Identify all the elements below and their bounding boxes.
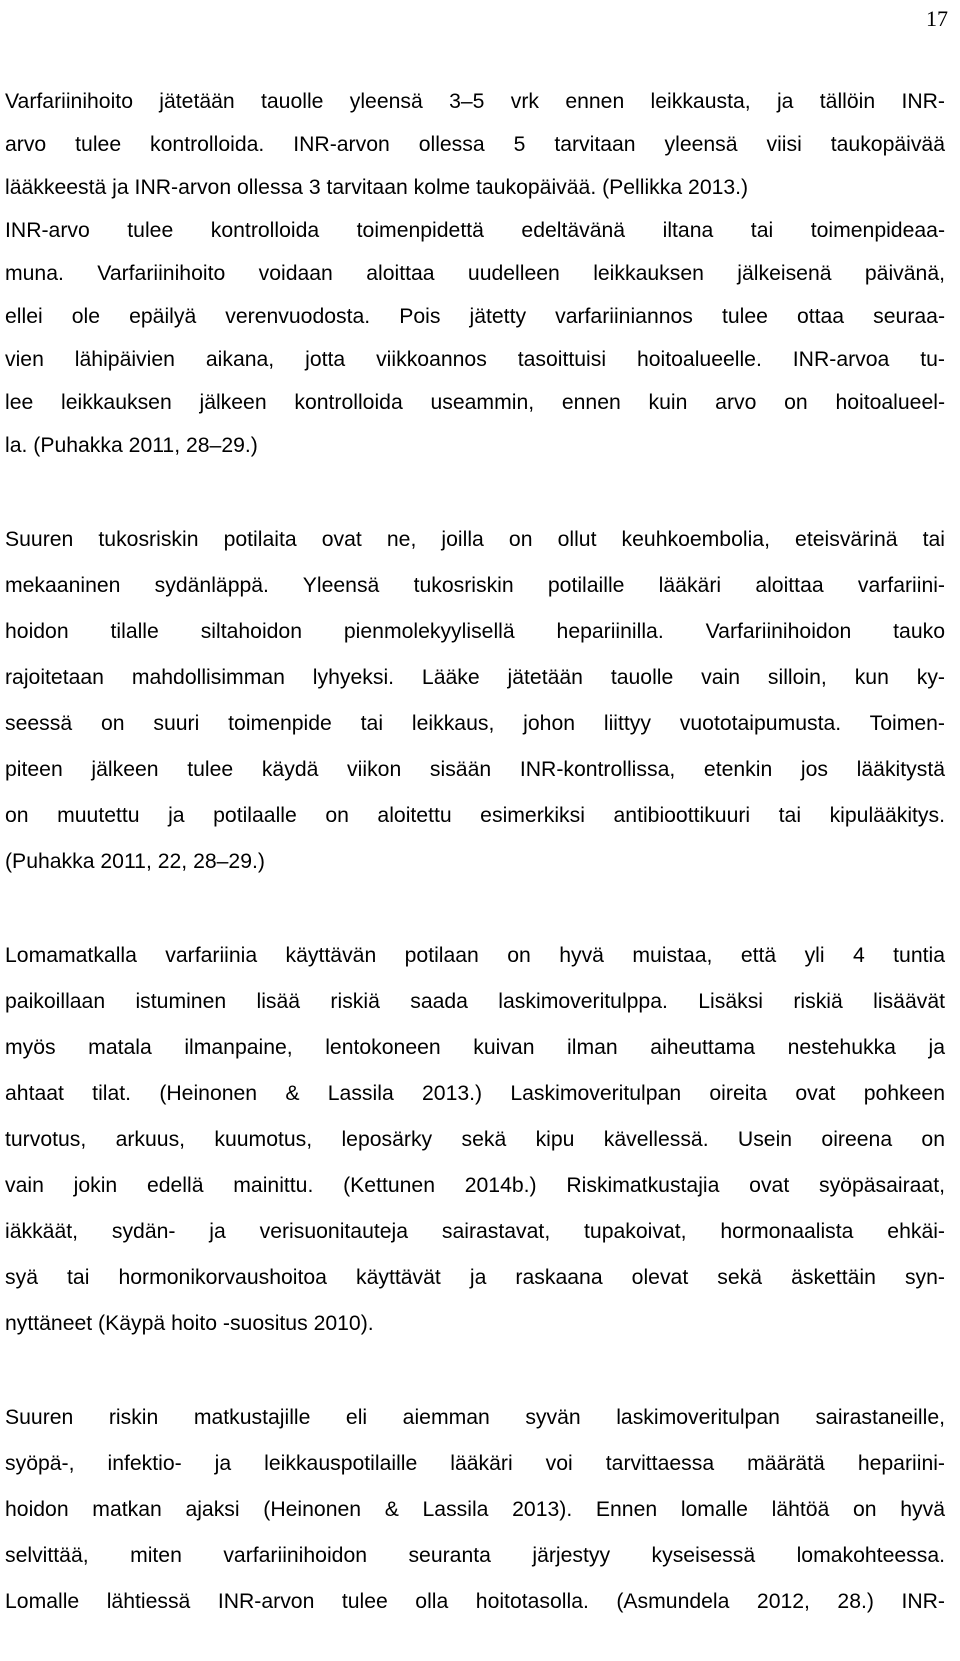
text-line: lääkkeestä ja INR-arvon ollessa 3 tarvitaan kolme taukopäivää. (Pellikka 2013.) — [5, 176, 749, 199]
text-line: syä tai hormonikorvaushoitoa käyttävät ja raskaana olevat sekä äskettäin syn- — [5, 1266, 945, 1289]
text-line: mekaaninen sydänläppä. Yleensä tukosriskin potilaille lääkäri aloittaa varfariini- — [5, 574, 945, 597]
text-line: lee leikkauksen jälkeen kontrolloida useammin, ennen kuin arvo on hoitoalueel- — [5, 391, 945, 414]
text-line: vien lähipäivien aikana, jotta viikkoannos tasoittuisi hoitoalueelle. INR-arvoa tu- — [5, 348, 945, 371]
text-line: Suuren riskin matkustajille eli aiemman syvän laskimoveritulpan sairastaneille, — [5, 1406, 945, 1429]
text-line: nyttäneet (Käypä hoito -suositus 2010). — [5, 1312, 374, 1335]
text-line: hoidon tilalle siltahoidon pienmolekyylisellä hepariinilla. Varfariinihoidon tauko — [5, 620, 945, 643]
text-line: hoidon matkan ajaksi (Heinonen & Lassila 2013). Ennen lomalle lähtöä on hyvä — [5, 1498, 945, 1521]
text-line: turvotus, arkuus, kuumotus, leposärky sekä kipu kävellessä. Usein oireena on — [5, 1128, 945, 1151]
text-line: rajoitetaan mahdollisimman lyhyeksi. Lääke jätetään tauolle vain silloin, kun ky- — [5, 666, 945, 689]
text-line: Lomamatkalla varfariinia käyttävän potilaan on hyvä muistaa, että yli 4 tuntia — [5, 944, 945, 967]
text-line: piteen jälkeen tulee käydä viikon sisään INR-kontrollissa, etenkin jos lääkitystä — [5, 758, 945, 781]
text-line: INR-arvo tulee kontrolloida toimenpidettä edeltävänä iltana tai toimenpideaa- — [5, 219, 945, 242]
page-number: 17 — [926, 6, 948, 31]
text-line: vain jokin edellä mainittu. (Kettunen 2014b.) Riskimatkustajia ovat syöpäsairaat, — [5, 1174, 945, 1197]
text-line: paikoillaan istuminen lisää riskiä saada laskimoveritulppa. Lisäksi riskiä lisäävät — [5, 990, 945, 1013]
text-line: on muutettu ja potilaalle on aloitettu esimerkiksi antibioottikuuri tai kipulääkitys. — [5, 804, 945, 827]
text-line: arvo tulee kontrolloida. INR-arvon ollessa 5 tarvitaan yleensä viisi taukopäivää — [5, 133, 945, 156]
text-line: la. (Puhakka 2011, 28–29.) — [5, 434, 258, 457]
text-line: Varfariinihoito jätetään tauolle yleensä 3–5 vrk ennen leikkausta, ja tällöin INR- — [5, 90, 945, 113]
text-line: Suuren tukosriskin potilaita ovat ne, joilla on ollut keuhkoembolia, eteisvärinä tai — [5, 528, 945, 551]
text-line: Lomalle lähtiessä INR-arvon tulee olla hoitotasolla. (Asmundela 2012, 28.) INR- — [5, 1590, 945, 1613]
text-line: seessä on suuri toimenpide tai leikkaus, johon liittyy vuototaipumusta. Toimen- — [5, 712, 945, 735]
text-line: (Puhakka 2011, 22, 28–29.) — [5, 850, 265, 873]
text-line: ellei ole epäilyä verenvuodosta. Pois jätetty varfariiniannos tulee ottaa seuraa- — [5, 305, 945, 328]
text-line: ahtaat tilat. (Heinonen & Lassila 2013.) Laskimoveritulpan oireita ovat pohkeen — [5, 1082, 945, 1105]
text-line: iäkkäät, sydän- ja verisuonitauteja sairastavat, tupakoivat, hormonaalista ehkäi- — [5, 1220, 945, 1243]
text-line: myös matala ilmanpaine, lentokoneen kuivan ilman aiheuttama nestehukka ja — [5, 1036, 945, 1059]
text-line: selvittää, miten varfariinihoidon seuranta järjestyy kyseisessä lomakohteessa. — [5, 1544, 945, 1567]
text-line: muna. Varfariinihoito voidaan aloittaa uudelleen leikkauksen jälkeisenä päivänä, — [5, 262, 945, 285]
text-line: syöpä-, infektio- ja leikkauspotilaille lääkäri voi tarvittaessa määrätä hepariini- — [5, 1452, 945, 1475]
